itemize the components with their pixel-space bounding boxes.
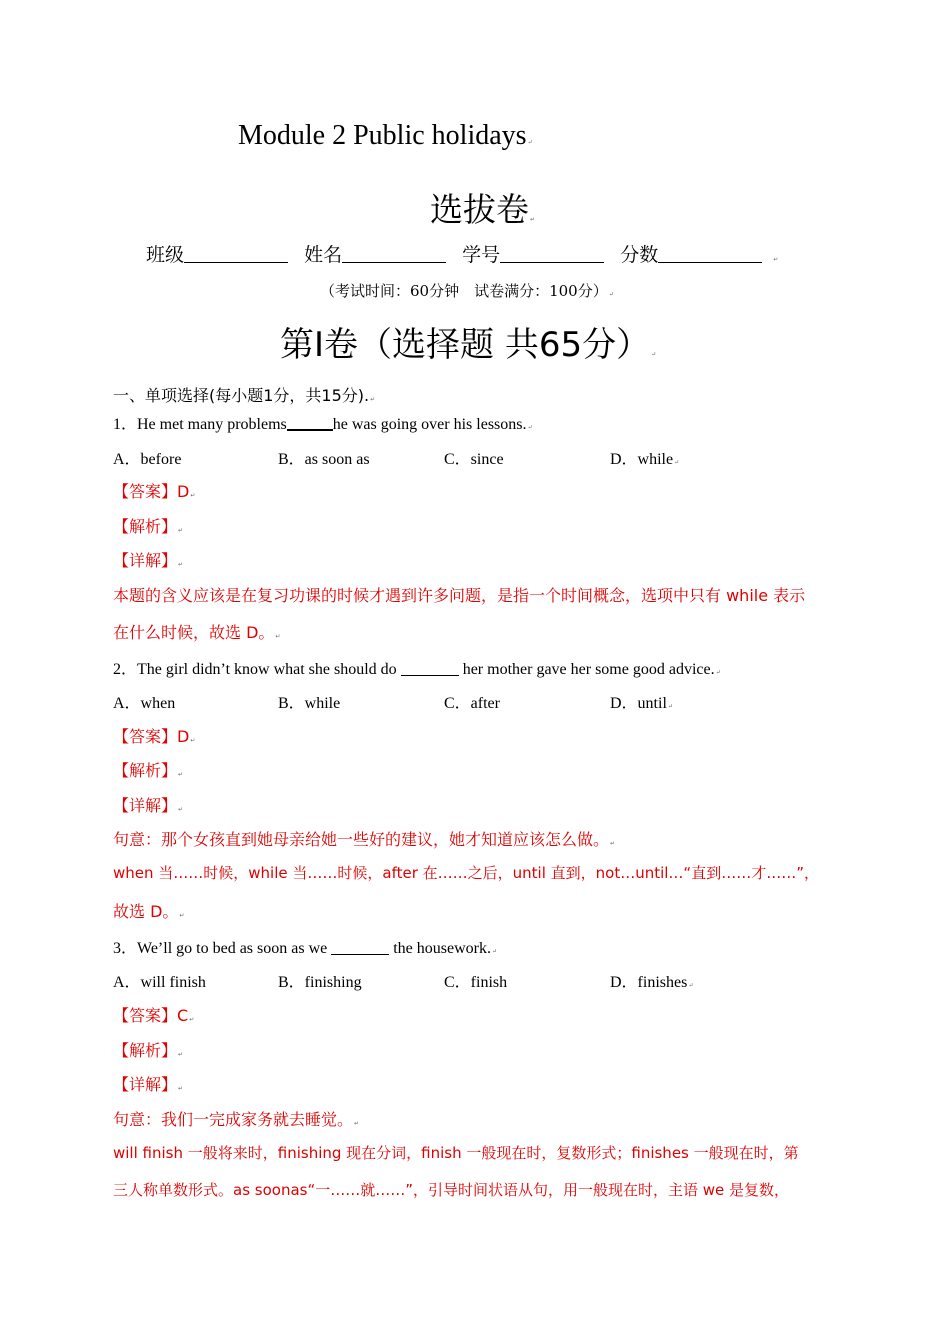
question-1-option-b: B．as soon as	[278, 451, 370, 468]
question-1-answer: 【答案】D↵	[113, 482, 196, 501]
return-mark-icon: ↵	[178, 527, 184, 534]
question-1-analysis: 【解析】↵	[113, 517, 184, 536]
question-3-option-a: A．will finish	[113, 974, 206, 991]
student-info-fields	[146, 240, 778, 267]
return-mark-icon: ↵	[610, 840, 616, 847]
return-mark-icon: ↵	[492, 949, 498, 955]
question-3-option-d: D．finishes↵	[610, 974, 694, 991]
question-1-option-a: A．before	[113, 451, 182, 468]
question-2-option-a: A．when	[113, 695, 176, 712]
part-title: 第Ⅰ卷（选择题 共65分）↵	[280, 325, 657, 365]
question-3-blank	[331, 940, 389, 955]
return-mark-icon: ↵	[674, 460, 680, 466]
section-title: 一、单项选择(每小题1分，共15分).↵	[113, 386, 376, 405]
return-mark-icon: ↵	[651, 352, 657, 358]
return-mark-icon: ↵	[688, 983, 694, 989]
question-3-explain-line-2: will finish 一般将来时，finishing 现在分词，finish 一般现在时，复数形式；finishes 一般现在时，第	[113, 1144, 799, 1162]
return-mark-icon: ↵	[178, 1085, 184, 1092]
question-2-stem: 2．The girl didn’t know what she should do her mother gave her some good advice.↵	[113, 661, 721, 678]
question-3-explain-line-1: 句意：我们一完成家务就去睡觉。↵	[113, 1110, 360, 1129]
return-mark-icon: ↵	[179, 912, 185, 919]
question-1-explain-line-1: 本题的含义应该是在复习功课的时候才遇到许多问题，是指一个时间概念，选项中只有 while 表示	[113, 586, 806, 605]
question-3-answer: 【答案】C↵	[113, 1006, 195, 1025]
question-1-option-d: D．while↵	[610, 451, 680, 468]
question-2-explain-line-3: 故选 D。↵	[113, 902, 185, 921]
question-3-analysis: 【解析】↵	[113, 1041, 184, 1060]
return-mark-icon: ↵	[527, 425, 533, 431]
question-3-explain-line-3: 三人称单数形式。as soonas“一……就……”，引导时间状语从句，用一般现在时，主语 we 是复数，	[113, 1181, 790, 1199]
question-2-option-d: D．until↵	[610, 695, 673, 712]
question-1-detail: 【详解】↵	[113, 551, 184, 570]
question-2-answer: 【答案】D↵	[113, 727, 196, 746]
question-2-option-c: C．after	[444, 695, 500, 712]
question-1-blank	[287, 415, 333, 431]
question-1-option-c: C．since	[444, 451, 504, 468]
question-3-option-c: C．finish	[444, 974, 508, 991]
return-mark-icon: ↵	[527, 140, 533, 146]
field-number-blank[interactable]	[500, 244, 604, 263]
question-2-detail: 【详解】↵	[113, 796, 184, 815]
question-2-explain-line-1: 句意：那个女孩直到她母亲给她一些好的建议，她才知道应该怎么做。↵	[113, 830, 616, 849]
field-number-label: 学号	[462, 244, 501, 266]
field-name-blank[interactable]	[342, 244, 446, 263]
question-2-option-b: B．while	[278, 695, 341, 712]
module-title: Module 2 Public holidays↵	[238, 120, 533, 151]
return-mark-icon: ↵	[715, 670, 721, 676]
field-score-label: 分数	[620, 244, 659, 266]
return-mark-icon: ↵	[178, 561, 184, 568]
question-1-stem: 1．He met many problems he was going over his lessons.↵	[113, 416, 533, 433]
return-mark-icon: ↵	[190, 492, 196, 499]
exam-info: （考试时间：60分钟 试卷满分：100分）↵	[320, 282, 614, 300]
field-name-label: 姓名	[304, 244, 343, 266]
return-mark-icon: ↵	[178, 771, 184, 778]
return-mark-icon: ↵	[530, 216, 536, 223]
return-mark-icon: ↵	[275, 633, 281, 640]
exam-subtitle: 选拔卷↵	[430, 190, 536, 229]
question-1-explain-line-2: 在什么时候，故选 D。↵	[113, 623, 281, 642]
question-2-explain-line-2: when 当……时候，while 当……时候，after 在……之后，until 直到，not…until…“直到……才……”，	[113, 864, 819, 882]
return-mark-icon: ↵	[608, 291, 614, 298]
field-score-blank[interactable]	[658, 244, 762, 263]
return-mark-icon: ↵	[773, 256, 779, 263]
return-mark-icon: ↵	[370, 396, 376, 403]
return-mark-icon: ↵	[178, 1051, 184, 1058]
return-mark-icon: ↵	[178, 806, 184, 813]
question-3-stem: 3．We’ll go to bed as soon as we the housework.↵	[113, 940, 498, 957]
return-mark-icon: ↵	[667, 704, 673, 710]
return-mark-icon: ↵	[190, 737, 196, 744]
field-class-label: 班级	[146, 244, 185, 266]
question-2-blank	[401, 661, 459, 676]
question-2-analysis: 【解析】↵	[113, 761, 184, 780]
question-3-detail: 【详解】↵	[113, 1075, 184, 1094]
return-mark-icon: ↵	[189, 1016, 195, 1023]
question-3-option-b: B．finishing	[278, 974, 362, 991]
return-mark-icon: ↵	[354, 1120, 360, 1127]
field-class-blank[interactable]	[184, 244, 288, 263]
